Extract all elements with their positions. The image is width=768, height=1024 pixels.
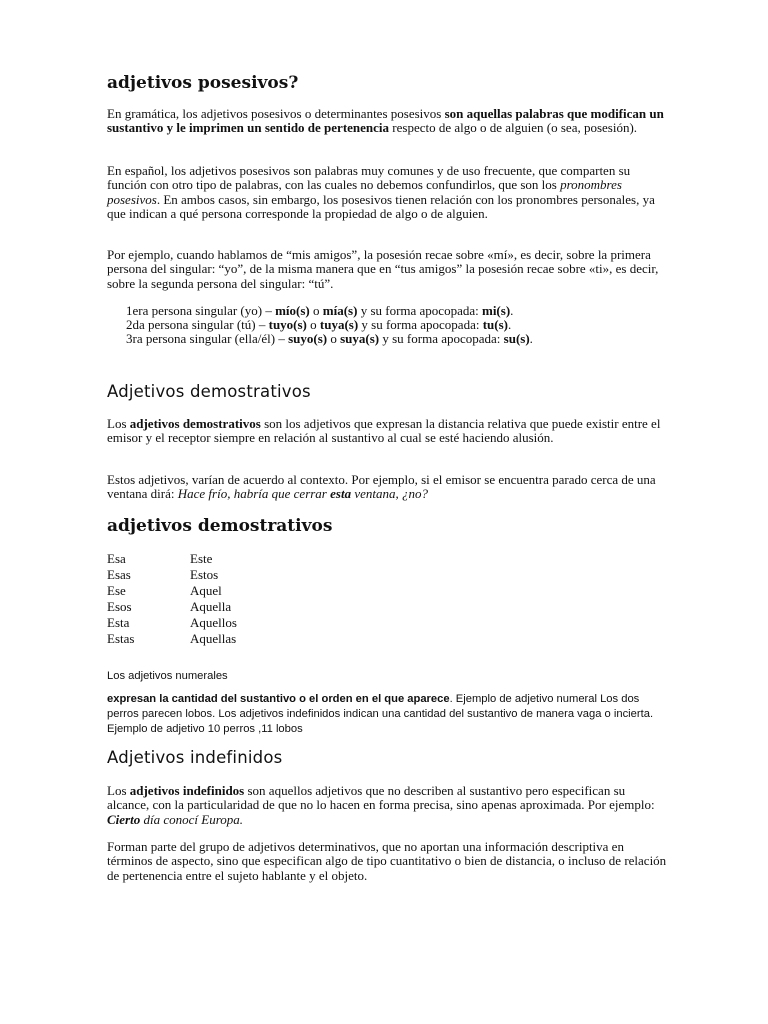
paragraph-indefinidos-grupo: Forman parte del grupo de adjetivos determinativos, que no aportan una información descriptiva en términos de aspecto, sino que especifican algo de tipo cuantitativo o bien de distancia, o incluso de relación de pertenencia entre el sujeto hablante y el objeto. [107,839,667,883]
text-run: son los adjetivos que expresan la distancia relativa que puede existir entre el emisor y el receptor siempre en relación al sustantivo al cual se esté haciendo alusión. [107,416,661,446]
italic-run: pronombres posesivos [107,177,622,207]
table-cell: Esa [107,551,126,566]
italic-run: día conocí Europa. [140,811,244,827]
text-run: En español, los adjetivos posesivos son palabras muy comunes y de uso frecuente, que comparten su función con otro tipo de palabras, con las cuales no debemos confundirlos, que son los [107,163,631,193]
text-run: y su forma apocopada: [379,331,504,346]
text-run: . En ambos casos, sin embargo, los posesivos tienen relación con los pronombres personales, ya que indican a qué persona corresponde la propiedad de algo o de alguien. [107,191,655,221]
text-run: respecto de algo o de alguien (o sea, posesión). [389,120,638,136]
bold-italic-run: esta [330,486,352,502]
text-run: y su forma apocopada: [357,303,482,318]
bold-run: suya(s) [340,331,380,346]
bold-run: mía(s) [322,303,358,318]
text-run: 2da persona singular (tú) – [126,317,269,332]
bold-run: mi(s) [481,303,511,318]
bold-italic-run: Cierto [107,811,141,827]
paragraph-numerales [107,692,667,737]
bold-run: suyo(s) [288,331,328,346]
text-run: 3ra persona singular (ella/él) – [126,331,289,346]
table-cell: Aquel [190,583,222,598]
heading-adjetivos-posesivos: adjetivos posesivos? [107,73,299,93]
list-item [126,332,533,346]
italic-run: ventana, ¿no? [351,486,428,502]
bold-run: son aquellas palabras que modifican un sustantivo y le imprimen un sentido de pertenencia [107,106,664,136]
text-run: o [309,303,323,318]
paragraph-demostrativos-contexto [107,473,667,502]
table-cell: Este [190,551,213,566]
text-run: o [306,317,320,332]
heading-adjetivos-numerales: Los adjetivos numerales [107,670,228,682]
text-run: o [327,331,341,346]
italic-run: Hace frío, habría que cerrar [177,486,331,502]
text-run: . [529,331,533,346]
bold-run: adjetivos indefinidos [129,783,245,798]
bold-run: expresan la cantidad del sustantivo o el orden en el que aparece [107,693,450,705]
text-run: y su forma apocopada: [358,317,483,332]
text-run: Los [107,416,130,431]
heading-adjetivos-demostrativos-list: adjetivos demostrativos [107,516,333,536]
table-cell: Esta [107,615,130,630]
text-run: . [508,317,512,332]
text-run: son aquellos adjetivos que no describen al sustantivo pero especifican su alcance, con la particularidad de que no lo hacen en forma precisa, sino apenas aproximada. Por ejemplo: [107,783,655,813]
paragraph-demostrativos-definition [107,417,667,446]
text-run: . [510,303,514,318]
bold-run: tuyo(s) [268,317,307,332]
text-run: En gramática, los adjetivos posesivos o determinantes posesivos [107,106,445,121]
bold-run: mío(s) [275,303,310,318]
text-run: 1era persona singular (yo) – [126,303,276,318]
text-run: Los [107,783,130,798]
paragraph-posesivos-definition [107,107,667,136]
table-cell: Estas [107,631,135,646]
table-cell: Aquella [190,599,232,614]
text-run: . Ejemplo de adjetivo numeral Los dos perros parecen lobos. Los adjetivos indefinidos indican una cantidad del sustantivo de manera vaga o incierta. Ejemplo de adjetivo 10 perros ,11 lobos [107,693,654,735]
table-cell: Aquellas [190,631,237,646]
bold-run: tu(s) [482,317,508,332]
table-cell: Esos [107,599,132,614]
heading-adjetivos-indefinidos: Adjetivos indefinidos [107,748,283,767]
table-cell: Ese [107,583,126,598]
heading-adjetivos-demostrativos: Adjetivos demostrativos [107,382,311,401]
table-cell: Esas [107,567,131,582]
bold-run: su(s) [503,331,530,346]
bold-run: tuya(s) [319,317,359,332]
paragraph-posesivos-espanol [107,164,667,221]
paragraph-posesivos-ejemplo: Por ejemplo, cuando hablamos de “mis amigos”, la posesión recae sobre «mí», es decir, sobre la primera persona del singular: “yo”, de la misma manera que en “tus amigos” la posesión recae sobre «ti», es decir, sobre la segunda persona del singular: “tú”. [107,247,659,291]
text-run: Estos adjetivos, varían de acuerdo al contexto. Por ejemplo, si el emisor se encuentra parado cerca de una ventana dirá: [107,472,656,502]
bold-run: adjetivos demostrativos [129,416,261,431]
table-cell: Estos [190,567,219,582]
paragraph-indefinidos-definition [107,784,667,827]
table-cell: Aquellos [190,615,237,630]
